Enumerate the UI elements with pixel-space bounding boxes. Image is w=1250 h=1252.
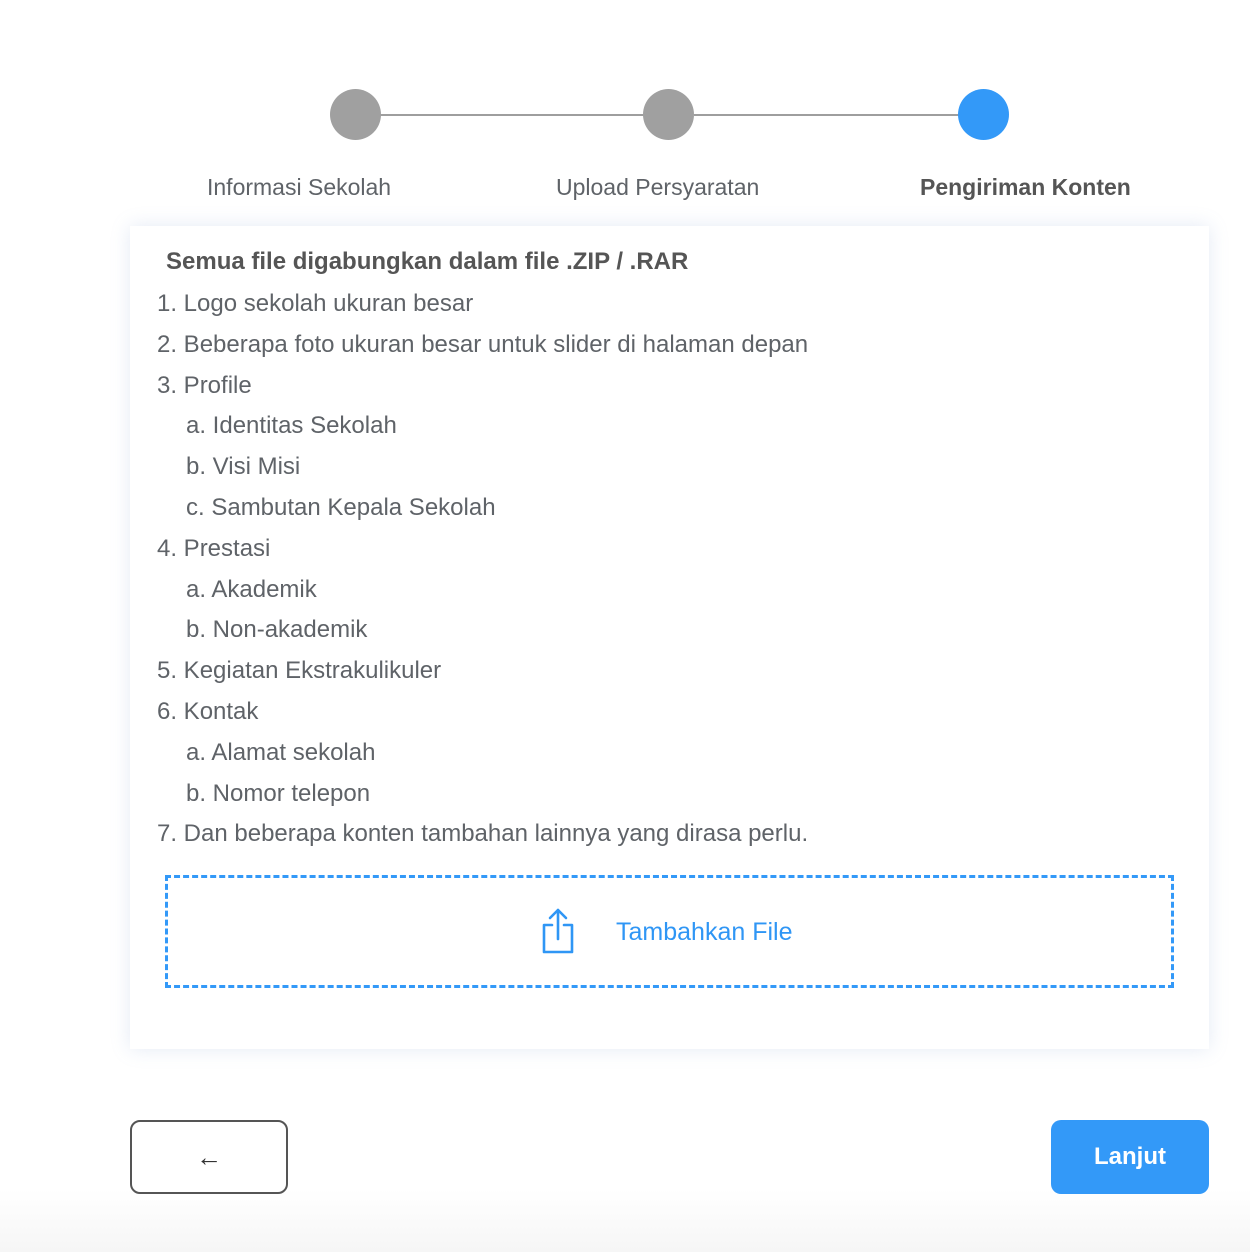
requirement-sub-item: c. Sambutan Kepala Sekolah <box>186 493 496 521</box>
stepper-connector <box>694 114 960 116</box>
requirement-item: 4. Prestasi <box>157 534 271 562</box>
requirement-sub-item: b. Visi Misi <box>186 453 301 481</box>
requirement-item: 1. Logo sekolah ukuran besar <box>157 290 474 317</box>
requirement-sub-item: b. Non-akademik <box>186 616 368 644</box>
next-button[interactable]: Lanjut <box>1051 1120 1209 1194</box>
requirement-item: 6. Kontak <box>157 697 259 725</box>
step-label-upload-persyaratan: Upload Persyaratan <box>556 174 760 200</box>
step-dot-pengiriman-konten[interactable] <box>958 89 1009 140</box>
requirement-sub-item: b. Nomor telepon <box>186 779 371 807</box>
back-button[interactable]: ← <box>130 1120 288 1194</box>
requirement-item: 5. Kegiatan Ekstrakulikuler <box>157 657 442 685</box>
step-label-informasi-sekolah: Informasi Sekolah <box>207 174 392 200</box>
content-card <box>130 226 1209 1049</box>
requirements-list <box>157 284 808 855</box>
share-upload-icon <box>538 907 578 955</box>
requirement-sub-item: a. Identitas Sekolah <box>186 412 397 440</box>
requirement-item: 2. Beberapa foto ukuran besar untuk slider di halaman depan <box>157 330 809 358</box>
stepper-connector <box>380 114 644 116</box>
upload-dropzone[interactable] <box>165 875 1174 988</box>
requirement-sub-item: a. Akademik <box>186 575 317 603</box>
upload-label: Tambahkan File <box>616 918 793 946</box>
card-heading: Semua file digabungkan dalam file .ZIP / .RAR <box>166 248 689 275</box>
step-dot-upload-persyaratan[interactable] <box>643 89 694 140</box>
requirement-item: 7. Dan beberapa konten tambahan lainnya yang dirasa perlu. <box>157 820 809 848</box>
requirement-sub-item: a. Alamat sekolah <box>186 738 376 766</box>
step-dot-informasi-sekolah[interactable] <box>330 89 381 140</box>
step-label-pengiriman-konten: Pengiriman Konten <box>920 174 1131 200</box>
requirement-item: 3. Profile <box>157 371 252 399</box>
